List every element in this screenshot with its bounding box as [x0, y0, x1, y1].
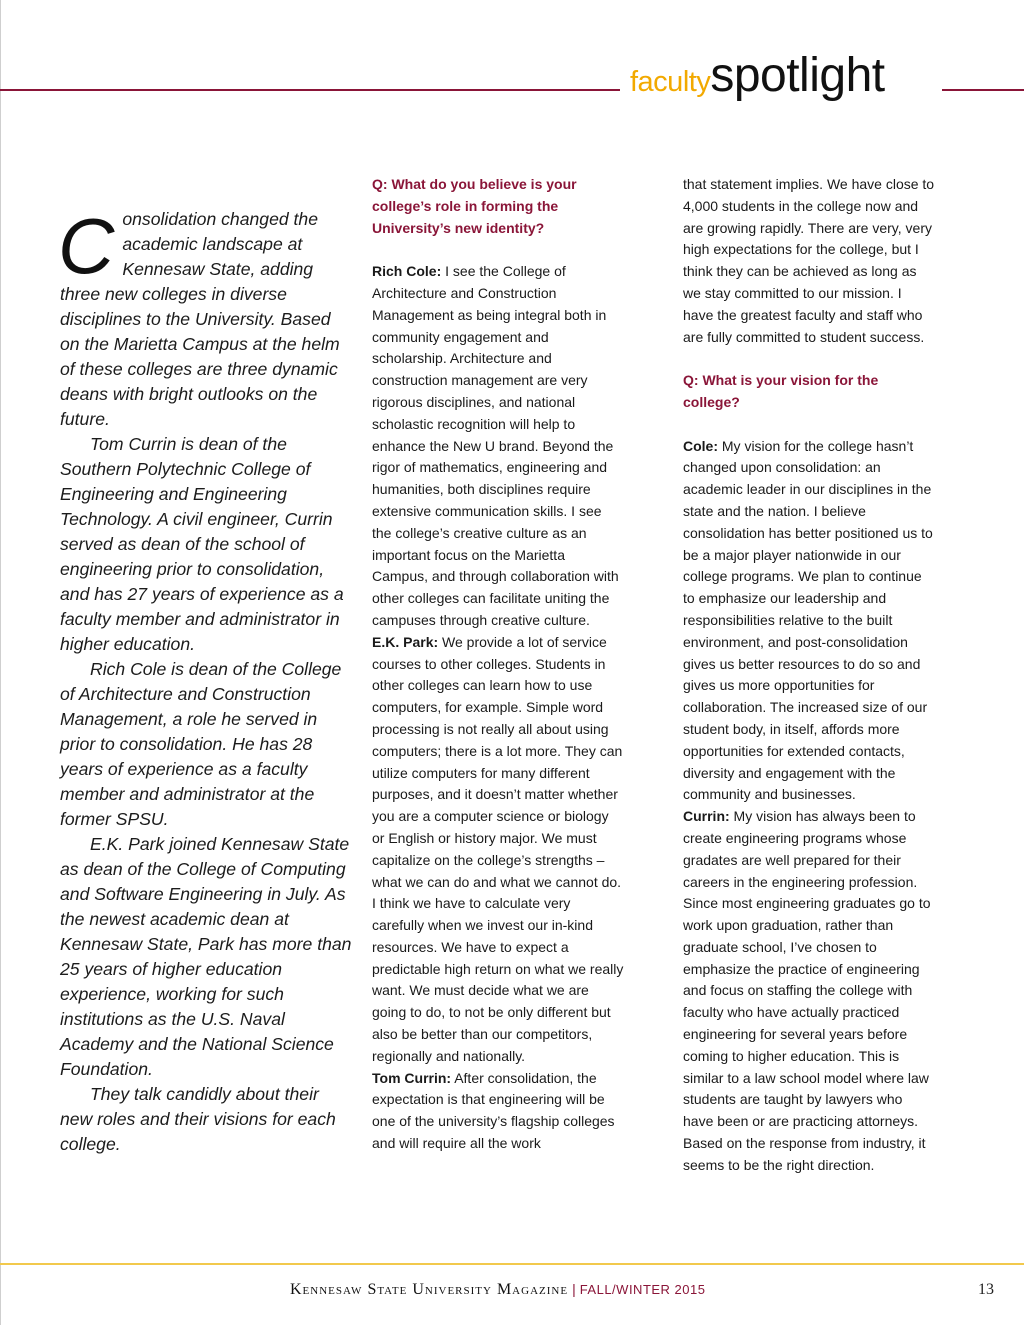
intro-paragraph-5: They talk candidly about their new roles and their visions for each college.	[60, 1084, 336, 1154]
footer	[290, 1281, 705, 1299]
answer-currin-2	[683, 806, 935, 1177]
answer-currin-2-text: My vision has always been to create engineering programs whose gradates are well prepared for their careers in the engineering profession. Since most engineering graduates go to work upon graduation, rather than graduate school, I’ve chosen to emphasize the practice of engineering and focus on staffing the college with faculty who have actually practiced engineering for several years before coming to higher education. This is similar to a law school model where law students are taught by lawyers who have been or are practicing attorneys. Based on the response from industry, it seems to be the right direction.	[683, 808, 931, 1173]
section-title-main: spotlight	[710, 49, 885, 102]
answer-cole-2-text: My vision for the college hasn’t changed upon consolidation: an academic leader in our disciplines in the state and the nation. I believe consolidation has better positioned us to be a major player nationwide in our college programs. We plan to continue to emphasize our leadership and responsibilities relative to the built environment, and post-consolidation gives us better resources to do so and gives us more opportunities for collaboration. The increased size of our student body, in itself, affords more opportunities for extended contacts, diversity and engagement with the community and businesses.	[683, 437, 933, 803]
footer-separator: |	[572, 1281, 576, 1297]
intro-paragraph-1-text: onsolidation changed the academic landscape at Kennesaw State, adding three new colleges in diverse disciplines to the University. Based on the Marietta Campus at the helm of these colleges are three dynamic deans with bright outlooks on the future.	[60, 209, 340, 429]
intro-column	[58, 202, 352, 1157]
answer-currin-1	[372, 1068, 624, 1155]
magazine-name: Kennesaw State University Magazine	[290, 1281, 569, 1298]
speaker-cole: Rich Cole:	[372, 263, 442, 280]
speaker-cole-2: Cole:	[683, 437, 718, 454]
answer-currin-1-text: After consolidation, the expectation is that engineering will be one of the university’s flagship colleges and will require all the work	[372, 1069, 615, 1152]
header-rule-right	[942, 89, 1024, 91]
answer-park-1	[372, 632, 624, 1068]
answer-park-1-text: We provide a lot of service courses to other colleges. Students in other colleges can learn how to use computers, for example. Simple word processing is not really all about using computers; there is a lot more. They can utilize computers for many different purposes, and it doesn’t matter whether you are a computer science or biology or English or history major. We must capitalize on the college’s strengths – what we can do and what we cannot do. I think we have to calculate very carefully when we invest our in-kind resources. We have to expect a predictable high return on what we really want. We must decide what we are going to do, to not be only different but also be better than our competitors, regionally and nationally.	[372, 633, 624, 1064]
speaker-currin-2: Currin:	[683, 808, 730, 825]
answer-cole-2	[683, 436, 935, 807]
section-title-accent: faculty	[630, 66, 711, 98]
intro-paragraph-1	[58, 202, 352, 432]
intro-paragraph-2: Tom Currin is dean of the Southern Polytechnic College of Engineering and Engineering Technology. A civil engineer, Currin served as dean of the school of engineering prior to consolidation, and has 27 years of experience as a faculty member and administrator in higher education.	[60, 434, 344, 654]
interview-column-1	[372, 174, 624, 1155]
interview-column-2	[683, 174, 935, 1177]
question-1: Q: What do you believe is your college’s role in forming the University’s new identity?	[372, 176, 577, 236]
issue-label: FALL/WINTER 2015	[579, 1282, 706, 1297]
speaker-park: E.K. Park:	[372, 633, 439, 650]
answer-cole-1	[372, 261, 624, 632]
intro-paragraph-3: Rich Cole is dean of the College of Architecture and Construction Management, a role he served in prior to consolidation. He has 28 years of experience as a faculty member and administrator at the former SPSU.	[60, 659, 342, 829]
question-2: Q: What is your vision for the college?	[683, 372, 879, 410]
speaker-currin: Tom Currin:	[372, 1069, 452, 1086]
answer-cole-1-text: I see the College of Architecture and Construction Management as being integral both in community engagement and scholarship. Architecture and construction management are very rigorous disciplines, and national scholastic recognition will help to enhance the New U brand. Beyond the rigor of mathematics, engineering and humanities, both disciplines require extensive communication skills. I see the college’s creative culture as an important focus on the Marietta Campus, and through collaboration with other colleges can facilitate uniting the campuses through creative culture.	[372, 263, 619, 628]
answer-currin-1-continued: that statement implies. We have close to 4,000 students in the college now and are growing rapidly. There are very, very high expectations for the college, but I think they can be achieved as long as we stay committed to our mission. I have the greatest faculty and staff who are fully committed to student success.	[683, 176, 935, 345]
footer-rule	[0, 1263, 1024, 1265]
page-number: 13	[978, 1281, 994, 1298]
header-rule-left	[0, 89, 620, 91]
page-edge-rule	[0, 0, 1, 1325]
section-title	[630, 49, 885, 102]
drop-cap: C	[58, 202, 115, 290]
intro-paragraph-4: E.K. Park joined Kennesaw State as dean of the College of Computing and Software Engineering in July. As the newest academic dean at Kennesaw State, Park has more than 25 years of higher education experience, working for such institutions as the U.S. Naval Academy and the National Science Foundation.	[60, 834, 352, 1079]
